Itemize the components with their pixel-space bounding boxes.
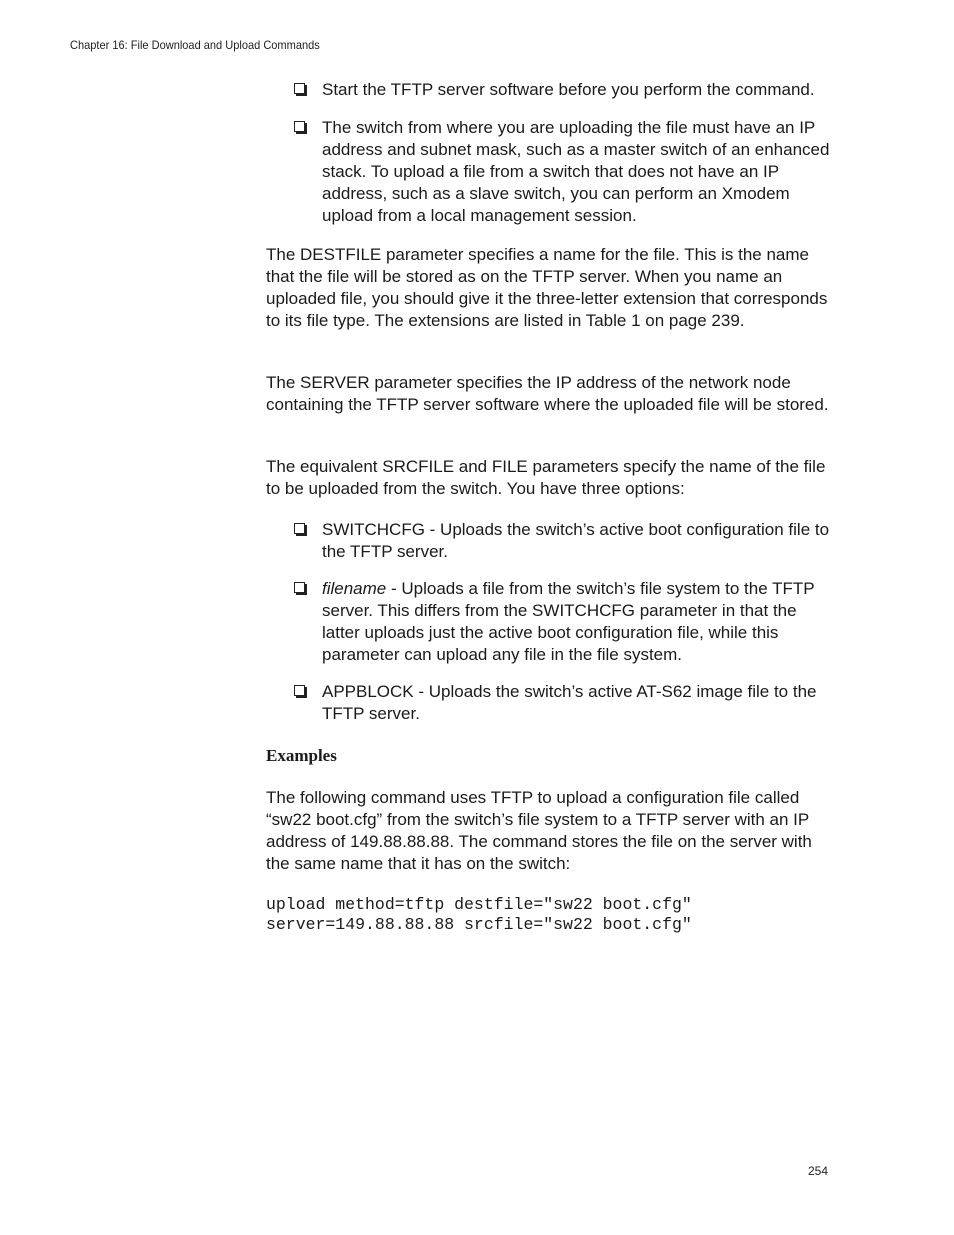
page-number: 254 bbox=[808, 1164, 829, 1178]
examples-description: The following command uses TFTP to upload a configuration file called “sw22 boot.cfg” from the switch’s file system to a TFTP server with an IP address of 149.88.88.88. The command stores the file on the server with the same name that it has on the switch: bbox=[266, 788, 812, 873]
code-block bbox=[266, 895, 692, 935]
checkbox-bullet-icon bbox=[294, 83, 305, 94]
checkbox-bullet-icon bbox=[294, 685, 305, 696]
checkbox-bullet-icon bbox=[294, 523, 305, 534]
option-italic-term: filename bbox=[322, 579, 387, 598]
examples-heading: Examples bbox=[266, 746, 337, 765]
option-text-rest: - Uploads a file from the switch’s file system to the TFTP server. This differs from the SWITCHCFG parameter in that the latter uploads just the active boot configuration file, while this parameter can upload any file in the file system. bbox=[322, 579, 815, 664]
checkbox-bullet-icon bbox=[294, 121, 305, 132]
checkbox-bullet-icon bbox=[294, 582, 305, 593]
option-text bbox=[322, 578, 834, 666]
code-line: upload method=tftp destfile="sw22 boot.cfg" bbox=[266, 895, 692, 914]
chapter-header: Chapter 16: File Download and Upload Commands bbox=[70, 38, 320, 52]
list-item-text: Start the TFTP server software before you perform the command. bbox=[322, 80, 815, 99]
paragraph-srcfile: The equivalent SRCFILE and FILE parameters specify the name of the file to be uploaded from the switch. You have three options: bbox=[266, 457, 826, 498]
paragraph-server: The SERVER parameter specifies the IP address of the network node containing the TFTP server software where the uploaded file will be stored. bbox=[266, 373, 829, 414]
option-text: APPBLOCK - Uploads the switch’s active AT-S62 image file to the TFTP server. bbox=[322, 682, 817, 723]
paragraph-destfile: The DESTFILE parameter specifies a name for the file. This is the name that the file will be stored as on the TFTP server. When you name an uploaded file, you should give it the three-letter extension that corresponds to its file type. The extensions are listed in Table 1 on page 239. bbox=[266, 245, 828, 330]
option-text: SWITCHCFG - Uploads the switch’s active boot configuration file to the TFTP server. bbox=[322, 520, 830, 561]
code-line: server=149.88.88.88 srcfile="sw22 boot.cfg" bbox=[266, 915, 692, 934]
list-item-text: The switch from where you are uploading the file must have an IP address and subnet mask, such as a master switch of an enhanced stack. To upload a file from a switch that does not have an IP address, such as a slave switch, you can perform an Xmodem upload from a local management session. bbox=[322, 118, 830, 225]
